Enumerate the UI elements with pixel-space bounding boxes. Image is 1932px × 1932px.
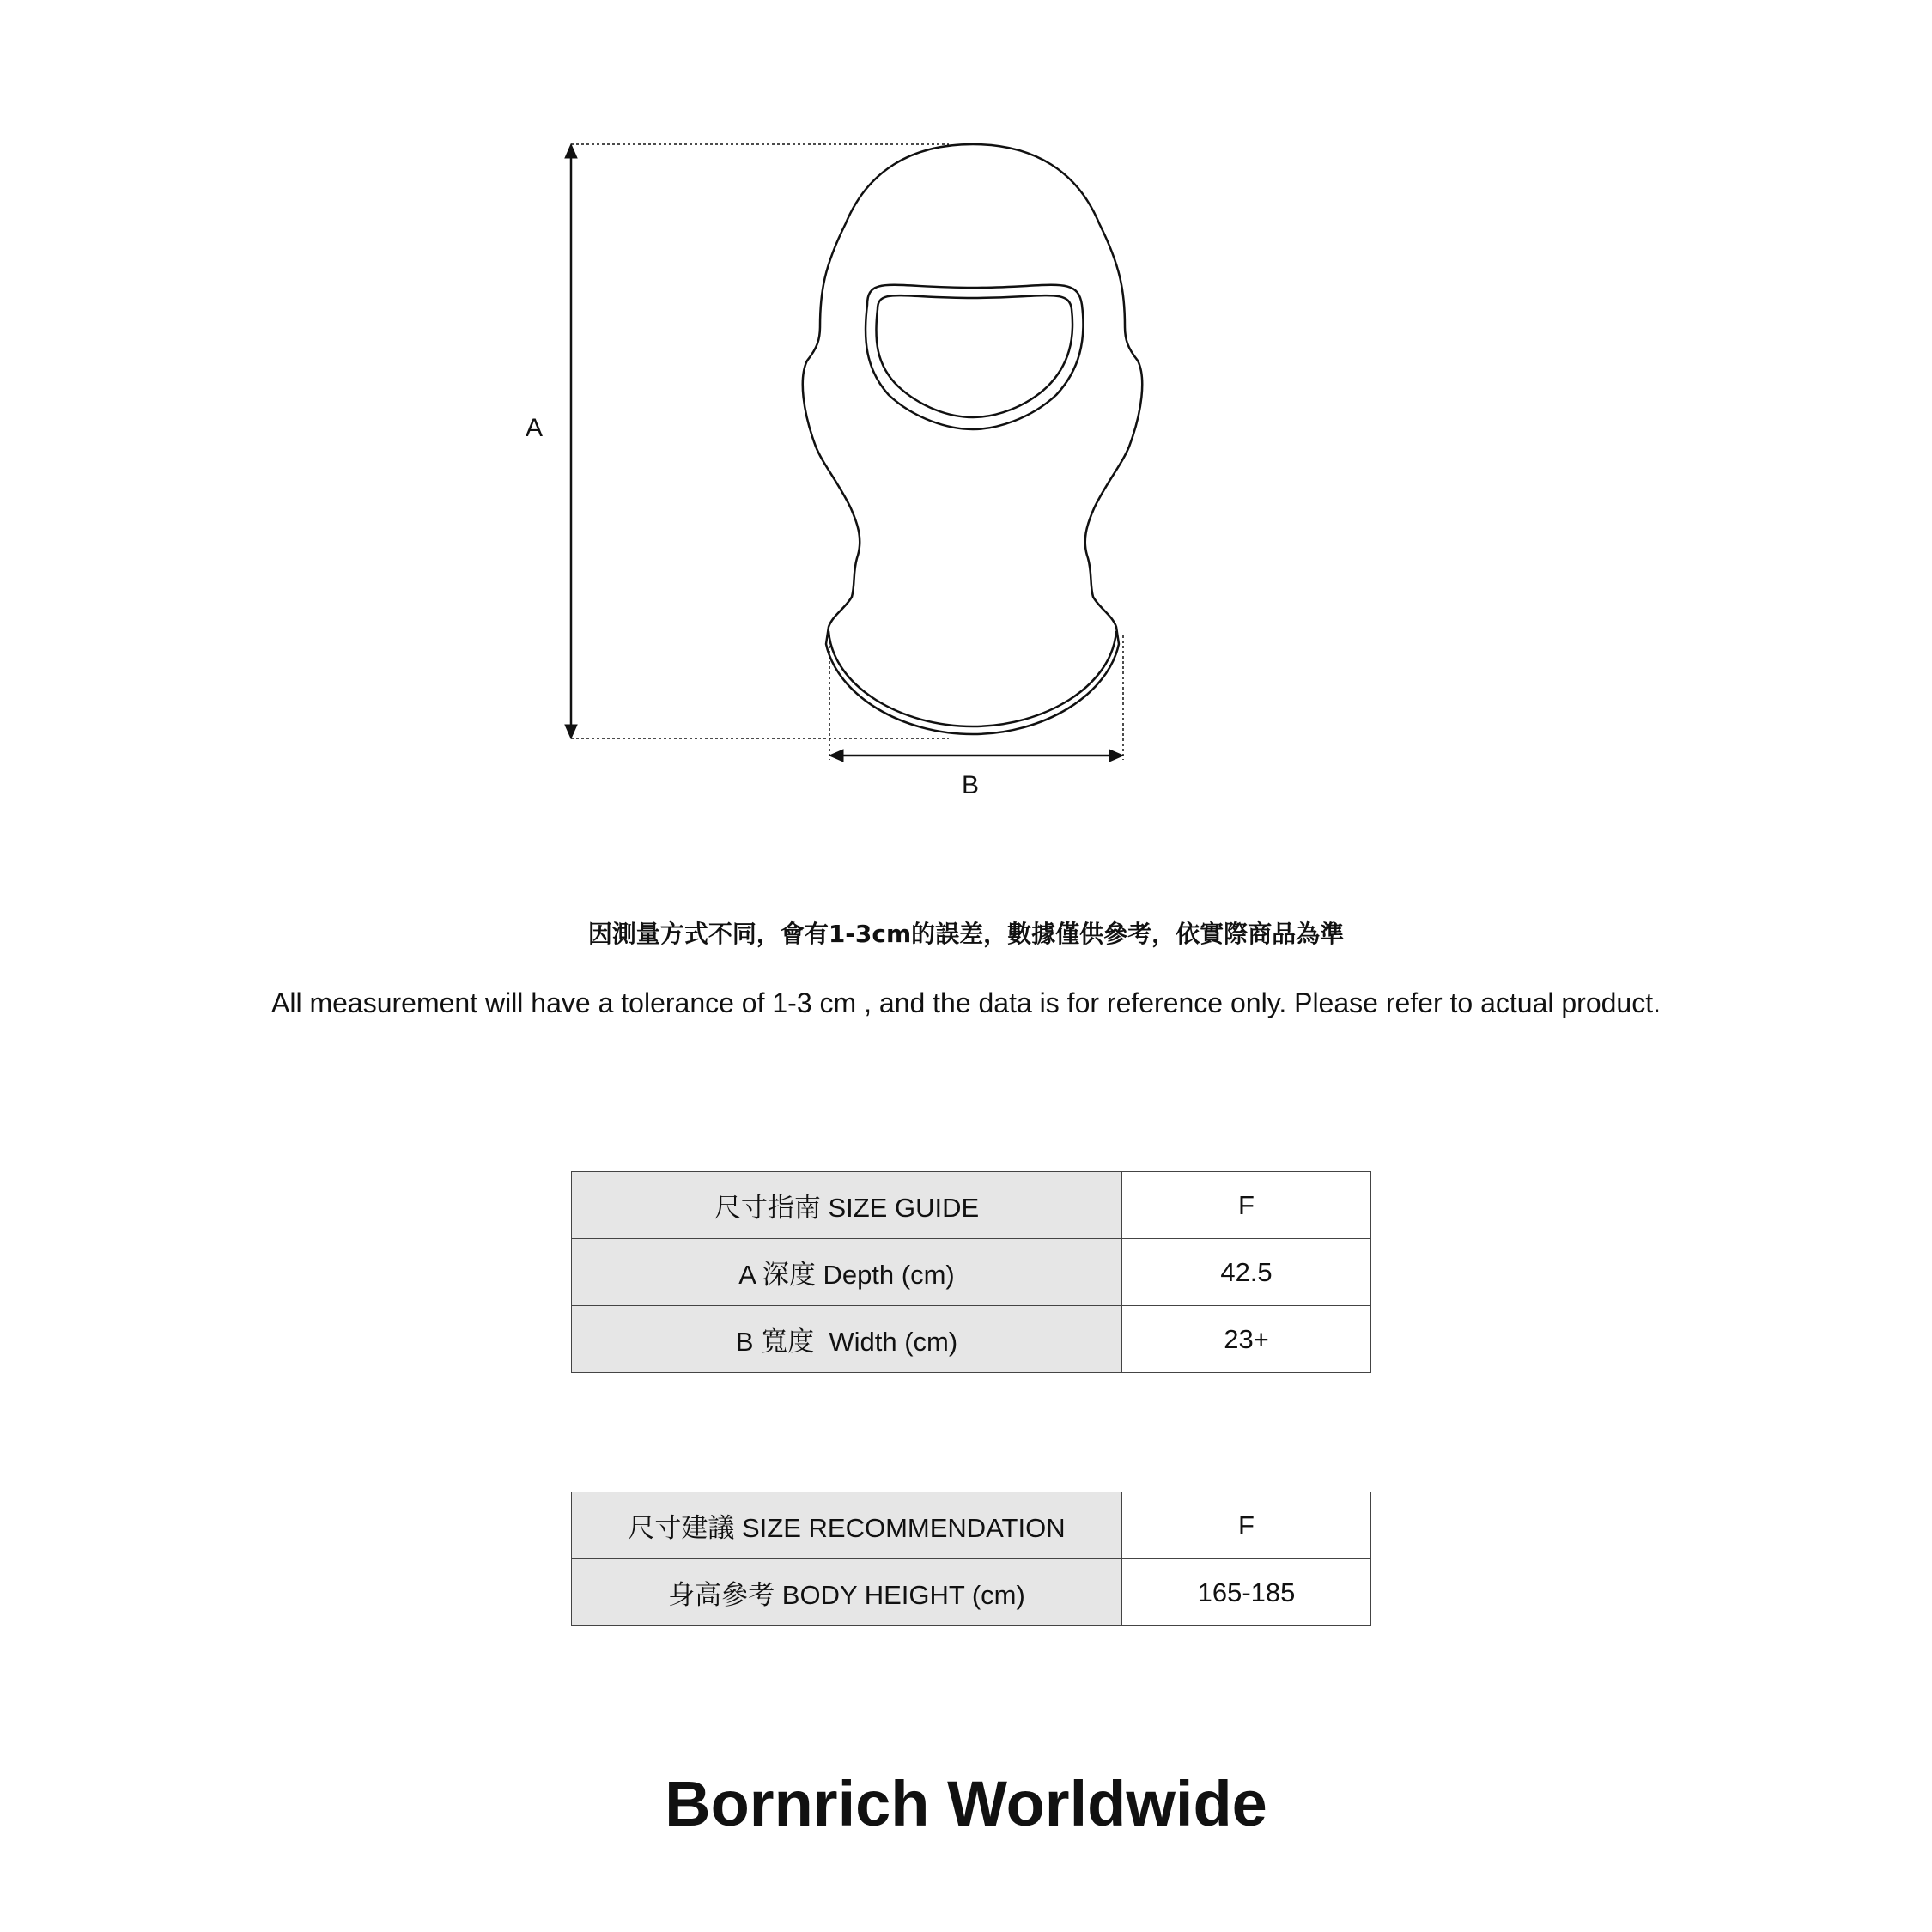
size-recommendation-table — [571, 1492, 1371, 1626]
size-recommendation-header-label: 尺寸建議 SIZE RECOMMENDATION — [572, 1492, 1122, 1559]
size-guide-header-label: 尺寸指南 SIZE GUIDE — [572, 1172, 1122, 1239]
measurement-diagram — [0, 0, 1932, 859]
size-guide-header-value: F — [1122, 1172, 1371, 1239]
table-row — [572, 1306, 1371, 1373]
table-row — [572, 1172, 1371, 1239]
body-height-value: 165-185 — [1122, 1559, 1371, 1626]
size-recommendation-header-value: F — [1122, 1492, 1371, 1559]
width-value: 23+ — [1122, 1306, 1371, 1373]
tolerance-note-chinese: 因測量方式不同，會有1-3cm的誤差，數據僅供參考，依實際商品為準 — [587, 920, 1345, 948]
body-height-label: 身高參考 BODY HEIGHT (cm) — [572, 1559, 1122, 1626]
depth-value: 42.5 — [1122, 1239, 1371, 1306]
table-row — [572, 1239, 1371, 1306]
depth-label: A 深度 Depth (cm) — [572, 1239, 1122, 1306]
size-guide-table — [571, 1171, 1371, 1373]
tolerance-note-english: All measurement will have a tolerance of 1-3 cm , and the data is for reference only. Please refer to actual product. — [270, 987, 1661, 1018]
brand-name: Bornrich Worldwide — [665, 1768, 1267, 1839]
table-row — [572, 1492, 1371, 1559]
table-row — [572, 1559, 1371, 1626]
dimension-a-line — [565, 144, 949, 738]
balaclava-outline-icon — [803, 144, 1142, 734]
dimension-label-b: B — [962, 771, 980, 799]
width-label: B 寬度 Width (cm) — [572, 1306, 1122, 1373]
dimension-label-a: A — [526, 414, 544, 442]
